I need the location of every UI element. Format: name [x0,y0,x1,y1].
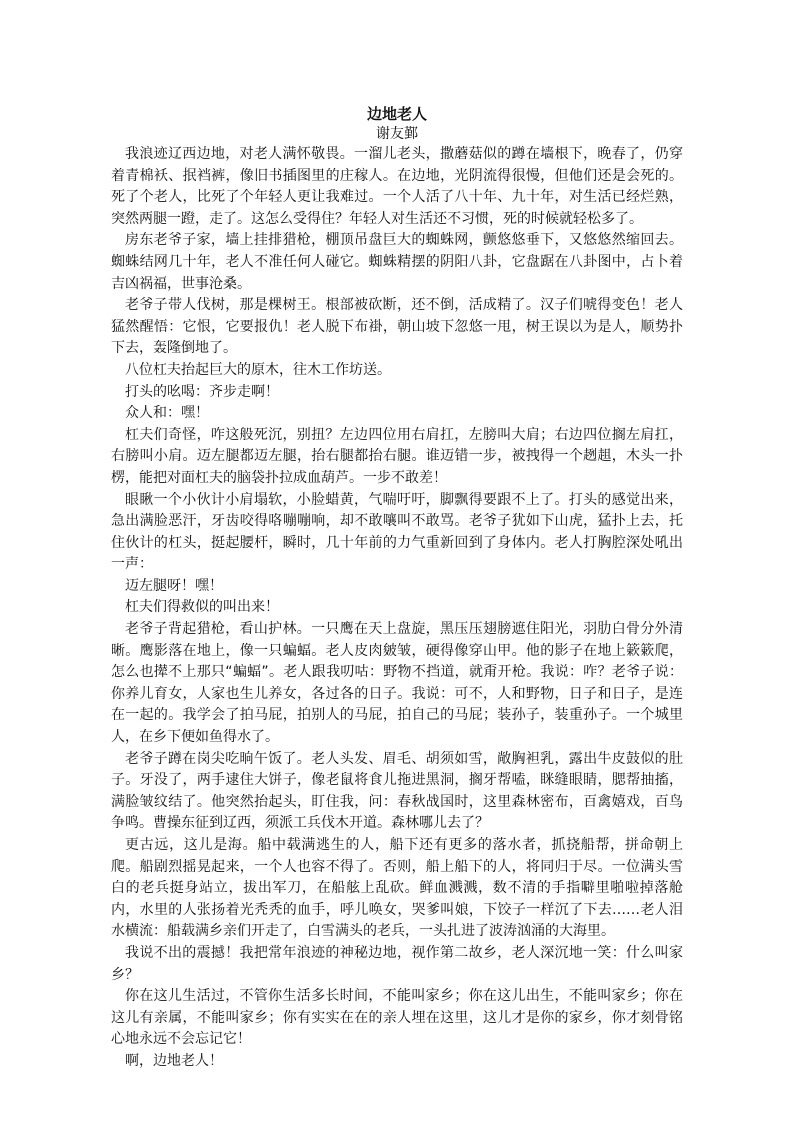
paragraph: 老爷子蹲在岗尖吃晌午饭了。老人头发、眉毛、胡须如雪，敞胸袒乳，露出牛皮鼓似的肚子。牙没了，两手逮住大饼子，像老鼠将食儿拖进黑洞，搁牙帮嗑，眯缝眼睛，腮帮抽搐，满脸皱纹结了。他突然抬起头，盯住我，问：春秋战国时，这里森林密布，百禽嬉戏，百鸟争鸣。曹操东征到辽西，须派工兵伐木开道。森林哪儿去了？ [111,750,683,832]
paragraph: 杠夫们得救似的叫出来！ [125,599,279,616]
paragraph: 众人和：嘿！ [125,405,209,422]
author-name: 谢友鄞 [376,126,418,142]
paragraph: 房东老爷子家，墙上挂排猎枪，棚顶吊盘巨大的蜘蛛网，颤悠悠垂下，又悠悠然缩回去。蜘蛛结网几十年，老人不准任何人碰它。蜘蛛精摆的阴阳八卦，它盘踞在八卦图中，占卜着吉凶祸福，世事沧桑。 [111,232,683,292]
paragraph: 打头的吆喝：齐步走啊！ [125,383,279,400]
paragraph: 你在这儿生活过，不管你生活多长时间，不能叫家乡；你在这儿出生，不能叫家乡；你在这儿有亲属，不能叫家乡；你有实实在在的亲人埋在这里，这儿才是你的家乡，你才刻骨铭心地永远不会忘记它！ [111,988,683,1048]
document-title: 边地老人 [366,105,427,123]
paragraph: 眼瞅一个小伙计小肩塌软，小脸蜡黄，气喘吁吁，脚飘得要跟不上了。打头的感觉出来，急出满脸恶汗，牙齿咬得咯嘣嘣响，却不敢嚷叫不敢骂。老爷子犹如下山虎，猛扑上去，托住伙计的杠头，挺起腰杆，瞬时，几十年前的力气重新回到了身体内。老人打胸腔深处吼出一声： [111,491,683,573]
paragraph: 老爷子背起猎枪，看山护林。一只鹰在天上盘旋，黑压压翅膀遮住阳光，羽肋白骨分外清晰。鹰影落在地上，像一只蝙蝠。老人皮肉皴皱，硬得像穿山甲。他的影子在地上簌簌爬，怎么也撵不上那只“蝙蝠”。老人跟我叨咕：野物不挡道，就甭开枪。我说：咋？老爷子说：你养儿育女，人家也生儿养女，各过各的日子。我说：可不，人和野物，日子和日子，是连在一起的。我学会了拍马屁，拍别人的马屁，拍自己的马屁；装孙子，装重孙子。一个城里人，在乡下便如鱼得水了。 [111,621,683,746]
paragraph: 啊，边地老人！ [125,1052,223,1069]
paragraph: 更古远，这儿是海。船中载满逃生的人，船下还有更多的落水者，抓挠船帮，拼命朝上爬。船剧烈摇晃起来，一个人也容不得了。否则，船上船下的人，将同归于尽。一位满头雪白的老兵挺身站立，拔出军刀，在船舷上乱砍。鲜血溅溅，数不清的手指噼里啪啦掉落舱内，水里的人张扬着光秃秃的血手，呼儿唤女，哭爹叫娘，下饺子一样沉了下去……老人泪水横流：船载满乡亲们开走了，白雪满头的老兵，一头扎进了波涛汹涌的大海里。 [111,837,683,940]
paragraph: 杠夫们奇怪，咋这般死沉，别扭？左边四位用右肩扛，左膀叫大肩；右边四位搁左肩扛，右膀叫小肩。迈左腿都迈左腿，抬右腿都抬右腿。谁迈错一步，被拽得一个趔趄，木头一扑楞，能把对面杠夫的脑袋扑拉成血葫芦。一步不敢差！ [111,426,683,486]
paragraph: 八位杠夫抬起巨大的原木，往木工作坊送。 [125,361,391,378]
document-body [111,144,683,1073]
paragraph: 我浪迹辽西边地，对老人满怀敬畏。一溜儿老头，撒蘑菇似的蹲在墙根下，晚春了，仍穿着青棉袄、抿裆裤，像旧书插图里的庄稼人。在边地，光阴流得很慢，但他们还是会死的。死了个老人，比死了个年轻人更让我难过。一个人活了八十年、九十年，对生活已经烂熟，突然两腿一蹬，走了。这怎么受得住？年轻人对生活还不习惯，死的时候就轻松多了。 [111,146,683,227]
paragraph: 我说不出的震撼！我把常年浪迹的神秘边地，视作第二故乡，老人深沉地一笑：什么叫家乡？ [111,944,683,983]
paragraph: 迈左腿呀！嘿！ [125,577,223,594]
paragraph: 老爷子带人伐树，那是棵树王。根部被砍断，还不倒，活成精了。汉子们唬得变色！老人猛然醒悟：它恨，它要报仇！老人脱下布褂，朝山坡下忽悠一甩，树王误以为是人，顺势扑下去，轰隆倒地了。 [111,297,683,357]
